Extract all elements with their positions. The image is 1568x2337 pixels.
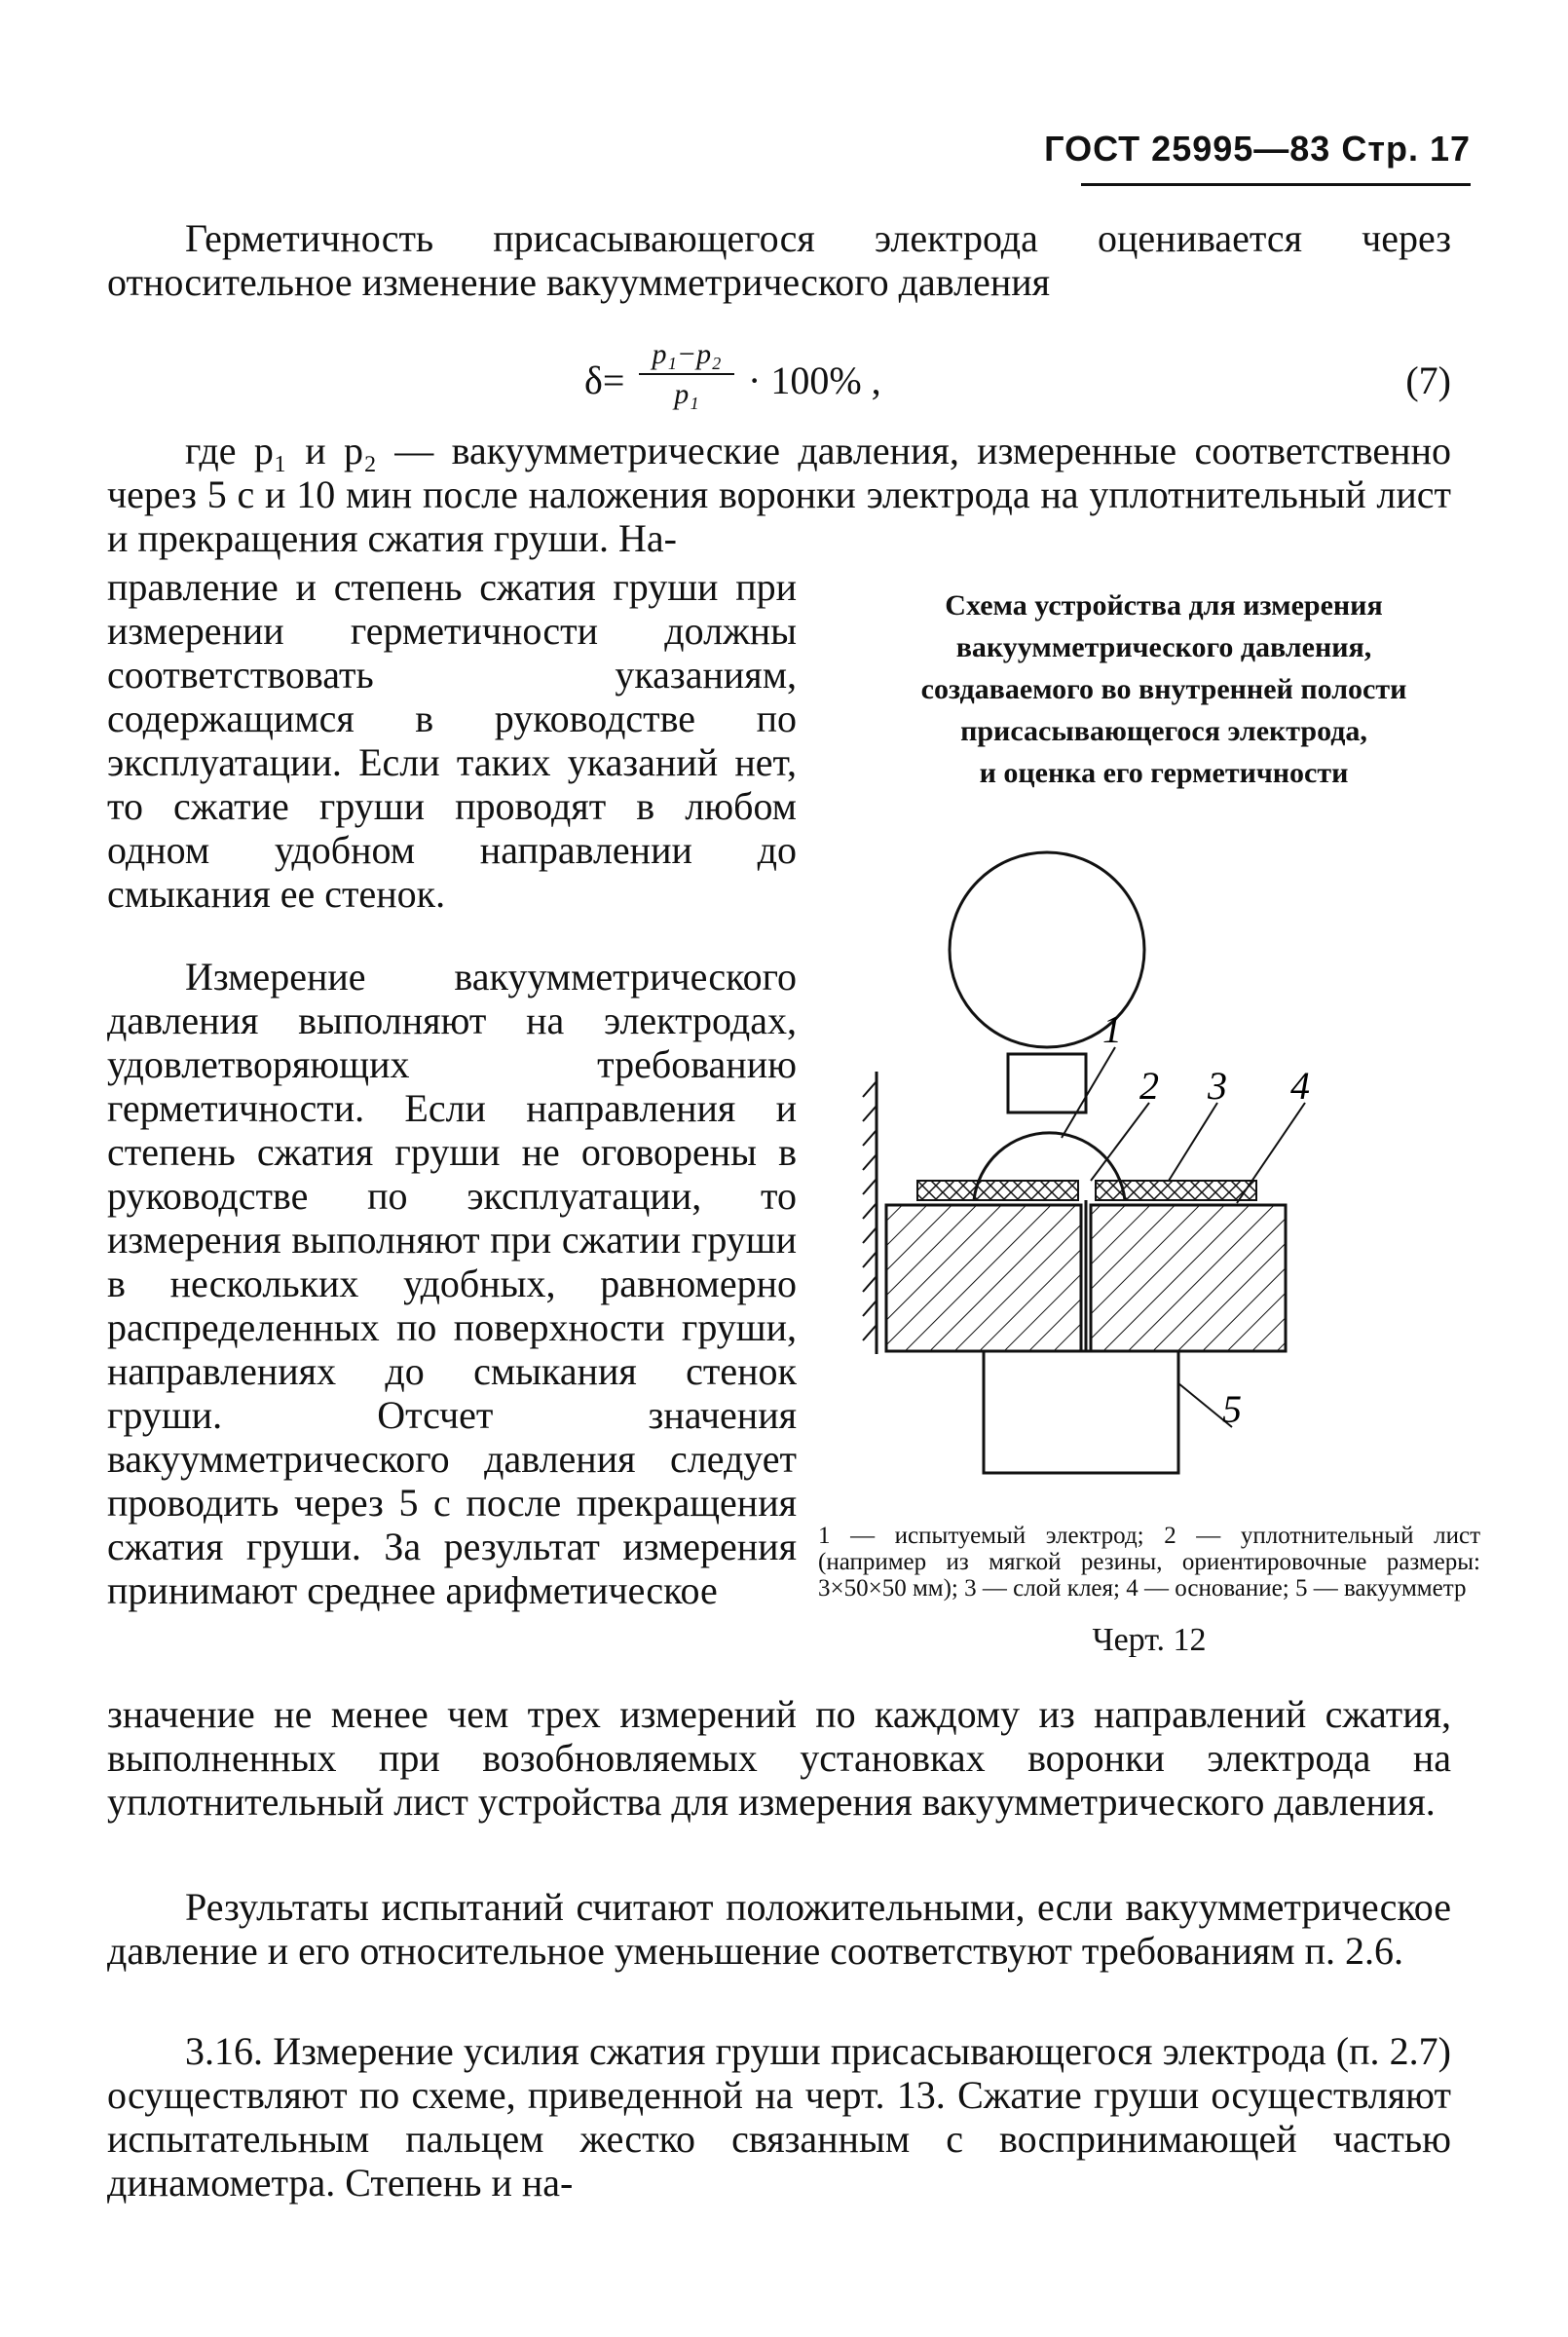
figure-title xyxy=(838,584,1490,794)
leader-2 xyxy=(1091,1103,1149,1181)
base-right xyxy=(1091,1205,1286,1351)
figure-title-line: присасывающегося электрода, xyxy=(960,715,1367,747)
section-3-16-paragraph: 3.16. Измерение усилия сжатия груши присасывающегося электрода (п. 2.7) осуществляют по схеме, приведенной на черт. 13. Сжатие груши осуществляют испытательным пальцем жестко связанным с воспринимающей частью динамометра. Степень и на- xyxy=(107,2029,1451,2205)
measurement-paragraph: Измерение вакуумметрического давления выполняют на электродах, удовлетворяющих требованию герметичности. Если направления и степень сжатия груши не оговорены в руководстве по эксплуатации, то измерения выполняют при сжатии груши в нескольких удобных, равномерно распределенных по поверхности груши, направлениях до смыкания стенок груши. Отсчет значения вакуумметрического давления следует проводить через 5 с после прекращения сжатия груши. За результат измерения принимают среднее арифметическое xyxy=(107,955,797,1612)
leader-1 xyxy=(1062,1047,1115,1138)
label-1: 1 xyxy=(1102,1007,1122,1051)
bulb-neck xyxy=(1008,1054,1086,1112)
leader-4 xyxy=(1237,1103,1305,1203)
intro-paragraph: Герметичность присасывающегося электрода оценивается через относительное изменение вакуумметрического давления xyxy=(107,216,1451,304)
figure-title-line: Схема устройства для измерения xyxy=(945,589,1383,622)
leader-3 xyxy=(1169,1103,1217,1181)
header-rule xyxy=(1081,183,1471,186)
label-3: 3 xyxy=(1208,1064,1227,1108)
formula-number: (7) xyxy=(1405,358,1451,402)
formula-denominator: p₁ xyxy=(674,378,699,410)
formula-fraction xyxy=(639,336,734,414)
vacuum-gauge-body xyxy=(984,1351,1178,1473)
wall-hatch xyxy=(863,1081,877,1340)
results-paragraph: Результаты испытаний считают положительными, если вакуумметрическое давление и его относительное уменьшение соответствуют требованиям п. 2.6. xyxy=(107,1885,1451,1973)
formula-7 xyxy=(584,336,1451,424)
figure-number: Черт. 12 xyxy=(1092,1622,1207,1658)
where-paragraph: где p₁ и p₂ — вакуумметрические давления, измеренные соответственно через 5 с и 10 мин после наложения воронки электрода на уплотнительный лист и прекращения сжатия груши. На- xyxy=(107,429,1451,560)
label-4: 4 xyxy=(1290,1064,1310,1108)
page-header: ГОСТ 25995—83 Стр. 17 xyxy=(1044,129,1471,169)
figure-title-line: и оценка его герметичности xyxy=(979,757,1349,789)
tail-paragraph: значение не менее чем трех измерений по каждому из направлений сжатия, выполненных при возобновляемых установках воронки электрода на уплотнительный лист устройства для измерения вакуумметрического давления. xyxy=(107,1692,1451,1824)
figure-title-line: создаваемого во внутренней полости xyxy=(920,673,1407,705)
formula-rest: · 100% , xyxy=(748,358,881,402)
formula-lhs: δ= xyxy=(584,358,625,402)
direction-paragraph: правление и степень сжатия груши при измерении герметичности должны соответствовать указаниям, содержащимся в руководстве по эксплуатации. Если таких указаний нет, то сжатие груши проводят в любом одном удобном направлении до смыкания ее стенок. xyxy=(107,565,797,916)
device-diagram xyxy=(847,838,1354,1481)
figure-title-line: вакуумметрического давления, xyxy=(955,631,1372,663)
sealing-sheet-left xyxy=(917,1181,1078,1200)
figure-caption: 1 — испытуемый электрод; 2 — уплотнительный лист (например из мягкой резины, ориентировочные размеры: 3×50×50 мм); 3 — слой клея; 4 — основание; 5 — вакуумметр xyxy=(818,1523,1480,1602)
base-left xyxy=(886,1205,1081,1351)
sealing-sheet-right xyxy=(1096,1181,1256,1200)
label-2: 2 xyxy=(1139,1064,1159,1108)
label-5: 5 xyxy=(1222,1387,1242,1431)
formula-numerator: p₁−p₂ xyxy=(639,336,734,375)
